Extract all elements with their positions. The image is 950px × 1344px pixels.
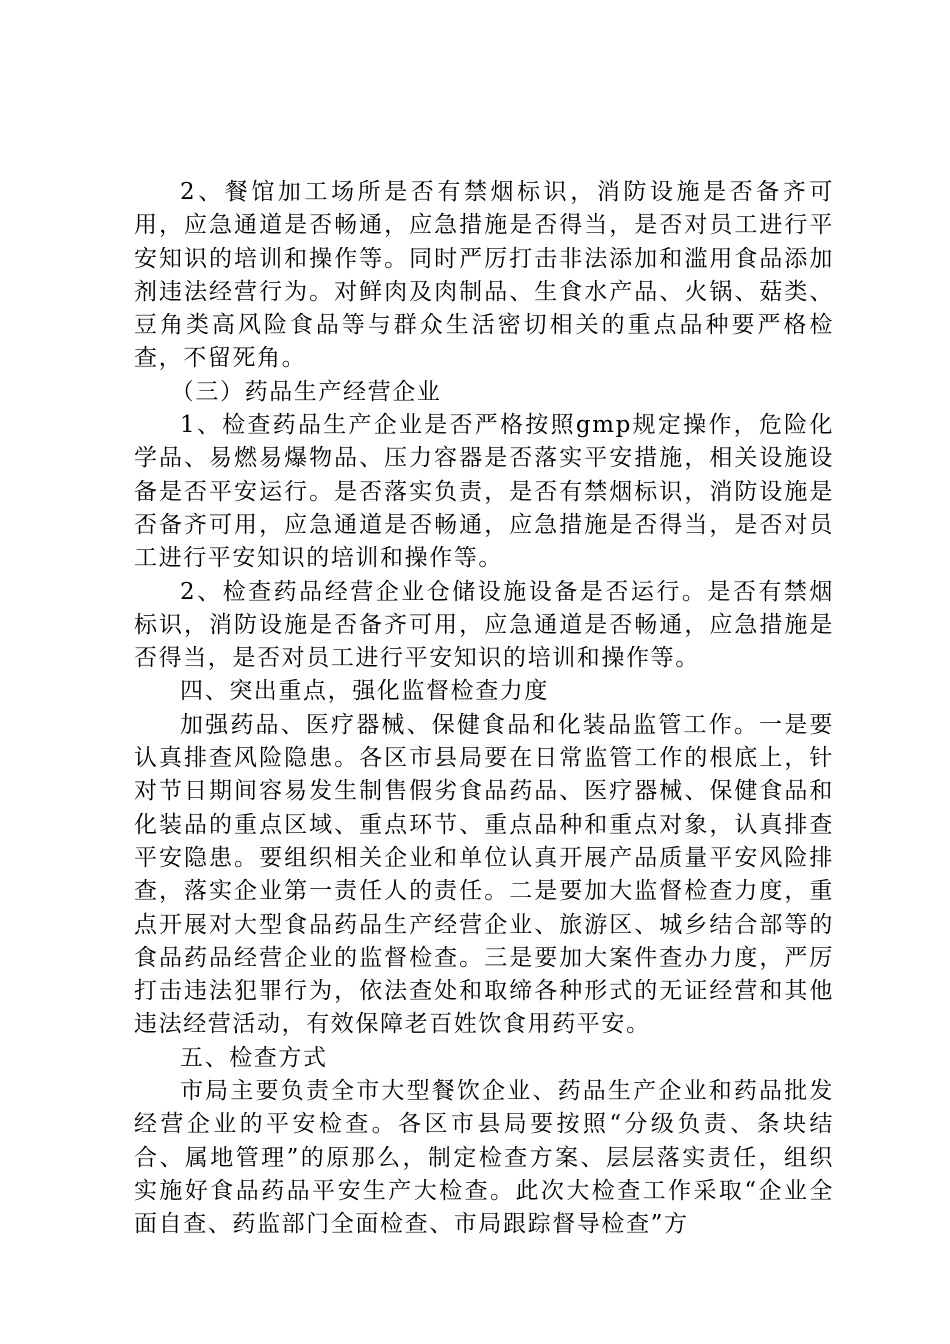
section-heading-supervision: 四、突出重点，强化监督检查力度 (180, 678, 549, 705)
paragraph-inspection-method: 市局主要负责全市大型餐饮企业、药品生产企业和药品批发经营企业的平安检查。各区市县局要按照“分级负责、条块结合、属地管理”的原那么，制定检查方案、层层落实责任，组织实施好食品药品平安生产大检查。此次大检查工作采取“企业全面自查、药监部门全面检查、市局跟踪督导检查”方 (134, 1078, 834, 1238)
paragraph-pharma-distribution: 2、检查药品经营企业仓储设施设备是否运行。是否有禁烟标识，消防设施是否备齐可用，应急通道是否畅通，应急措施是否得当，是否对员工进行平安知识的培训和操作等。 (134, 578, 834, 672)
paragraph-supervision-details: 加强药品、医疗器械、保健食品和化装品监管工作。一是要认真排查风险隐患。各区市县局要在日常监管工作的根底上，针对节日期间容易发生制售假劣食品药品、医疗器械、保健食品和化装品的重点区域、重点环节、重点品种和重点对象，认真排查平安隐患。要组织相关企业和单位认真开展产品质量平安风险排查，落实企业第一责任人的责任。二是要加大监督检查力度，重点开展对大型食品药品生产经营企业、旅游区、城乡结合部等的食品药品经营企业的监督检查。三是要加大案件查办力度，严厉打击违法犯罪行为，依法查处和取缔各种形式的无证经营和其他违法经营活动，有效保障老百姓饮食用药平安。 (134, 711, 834, 1038)
paragraph-restaurant-inspection: 2、餐馆加工场所是否有禁烟标识，消防设施是否备齐可用，应急通道是否畅通，应急措施是否得当，是否对员工进行平安知识的培训和操作等。同时严厉打击非法添加和滥用食品添加剂违法经营行为。对鲜肉及肉制品、生食水产品、火锅、菇类、豆角类高风险食品等与群众生活密切相关的重点品种要严格检查，不留死角。 (134, 179, 834, 372)
paragraph-pharma-production: 1、检查药品生产企业是否严格按照gmp规定操作，危险化学品、易燃易爆物品、压力容器是否落实平安措施，相关设施设备是否平安运行。是否落实负责，是否有禁烟标识，消防设施是否备齐可用，应急通道是否畅通，应急措施是否得当，是否对员工进行平安知识的培训和操作等。 (134, 412, 834, 572)
section-heading-pharma-enterprises: （三）药品生产经营企业 (170, 378, 442, 405)
document-body (134, 176, 834, 1242)
section-heading-inspection-method: 五、检查方式 (180, 1044, 328, 1071)
